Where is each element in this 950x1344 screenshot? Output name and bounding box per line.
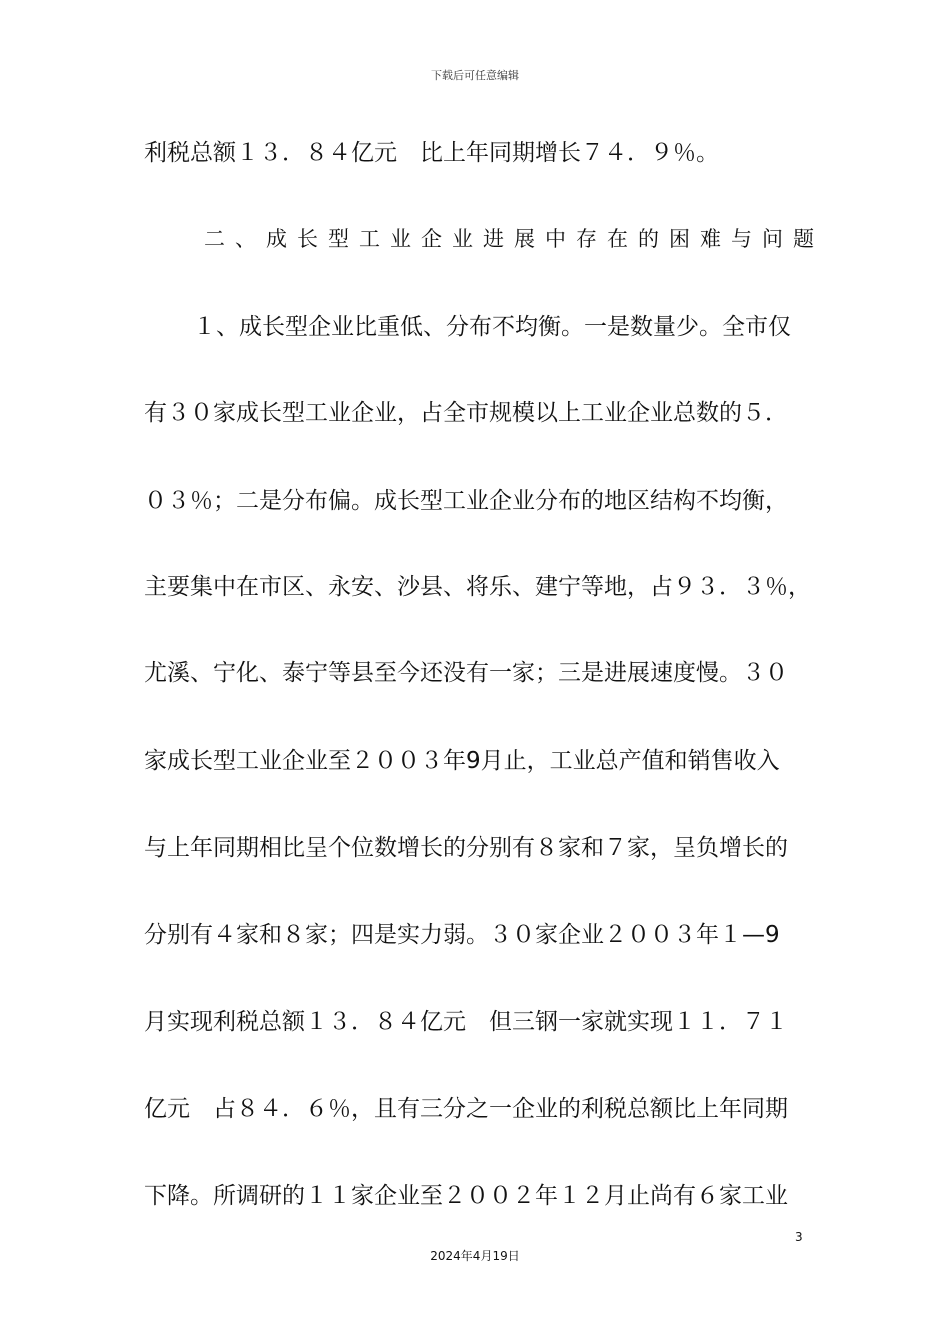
page-number: 3 bbox=[795, 1230, 803, 1244]
paragraph-line: 有３０家成长型工业企业，占全市规模以上工业企业总数的５． bbox=[144, 400, 788, 426]
paragraph-line: 尤溪、宁化、泰宁等县至今还没有一家；三是进展速度慢。３０ bbox=[144, 660, 788, 686]
paragraph-line: 主要集中在市区、永安、沙县、将乐、建宁等地，占９３．３％， bbox=[144, 574, 811, 600]
paragraph-line: 下降。所调研的１１家企业至２００２年１２月止尚有６家工业 bbox=[144, 1183, 788, 1209]
paragraph-line: 利税总额１３．８４亿元 比上年同期增长７４．９％。 bbox=[144, 140, 719, 166]
paragraph-line: 家成长型工业企业至２００３年9月止，工业总产值和销售收入 bbox=[144, 748, 780, 774]
paragraph-line: ０３％；二是分布偏。成长型工业企业分布的地区结构不均衡， bbox=[144, 488, 788, 514]
paragraph-line: 亿元 占８４．６％，且有三分之一企业的利税总额比上年同期 bbox=[144, 1096, 788, 1122]
paragraph-line: 月实现利税总额１３．８４亿元 但三钢一家就实现１１．７１ bbox=[144, 1009, 788, 1035]
footer-date: 2024年4月19日 bbox=[430, 1249, 520, 1263]
paragraph-line: 分别有４家和８家；四是实力弱。３０家企业２００３年１—9 bbox=[144, 922, 780, 948]
page-header: 下载后可任意编辑 bbox=[431, 69, 519, 82]
section-heading: 二、成长型工业企业进展中存在的困难与问题 bbox=[204, 227, 824, 251]
paragraph-line: １、成长型企业比重低、分布不均衡。一是数量少。全市仅 bbox=[193, 314, 791, 340]
paragraph-line: 与上年同期相比呈个位数增长的分别有８家和７家，呈负增长的 bbox=[144, 835, 788, 861]
